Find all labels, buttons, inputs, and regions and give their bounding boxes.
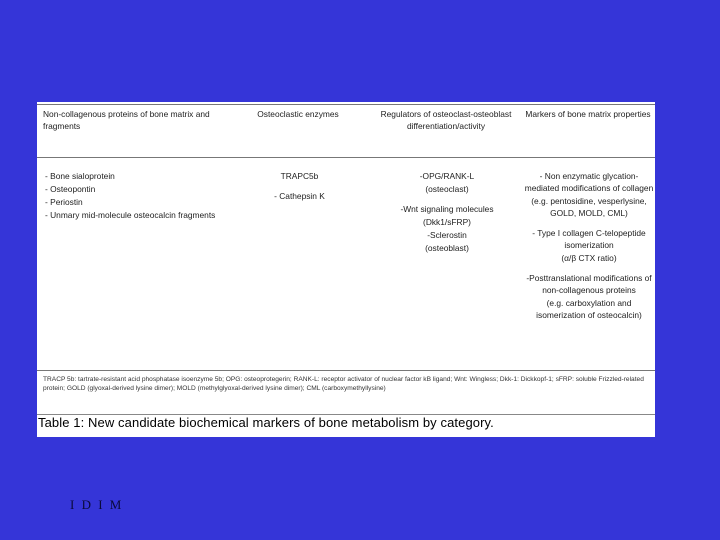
list-item: - Non enzymatic glycation-mediated modifications of collagen bbox=[524, 171, 654, 193]
header-osteoclastic-enzymes: Osteoclastic enzymes bbox=[257, 109, 339, 119]
list-item: TRAPC5b bbox=[280, 171, 319, 181]
column-noncollagenous bbox=[45, 170, 245, 222]
header-regulators: Regulators of osteoclast-osteoblast differentiation/activity bbox=[380, 109, 512, 131]
table-top-rule bbox=[37, 104, 655, 105]
list-item: (osteoblast) bbox=[425, 243, 469, 253]
list-item: - Cathepsin K bbox=[274, 191, 325, 201]
list-item: (osteoclast) bbox=[425, 184, 469, 194]
list-item: - Periostin bbox=[45, 197, 83, 207]
list-item: -OPG/RANK-L bbox=[419, 171, 475, 181]
list-item: - Osteopontin bbox=[45, 184, 96, 194]
column-matrix-properties bbox=[523, 170, 655, 322]
list-item: (e.g. pentosidine, vesperlysine, GOLD, MOLD, CML) bbox=[531, 196, 647, 218]
list-item: -Posttranslational modifications of non-collagenous proteins bbox=[526, 273, 652, 295]
table-footer-rule bbox=[37, 370, 655, 371]
list-item: (Dkk1/sFRP) bbox=[423, 217, 471, 227]
header-matrix-properties: Markers of bone matrix properties bbox=[525, 109, 651, 119]
table-header-rule bbox=[37, 157, 655, 158]
header-noncollagenous: Non-collagenous proteins of bone matrix and fragments bbox=[43, 109, 210, 131]
column-regulators bbox=[371, 170, 523, 255]
list-item: - Type I collagen C-telopeptide isomerization bbox=[532, 228, 646, 250]
list-item: -Sclerostin bbox=[427, 230, 467, 240]
table-footnote: TRACP 5b: tartrate-resistant acid phosphatase isoenzyme 5b; OPG: osteoprotegerin; RANK-L: receptor activator of nuclear factor kB ligand; Wnt: Wingless; Dkk-1: Dickkopf-1; sFRP: soluble Frizzled-related protein; GOLD (glyoxal-derived lysine dimer); MOLD (methylglyoxal-derived lysine dimer); CML (carboxymethyllysine) bbox=[43, 376, 644, 392]
list-item: -Wnt signaling molecules bbox=[400, 204, 494, 214]
list-item: (e.g. carboxylation and isomerization of osteocalcin) bbox=[536, 298, 642, 320]
table-card bbox=[37, 102, 655, 437]
list-item: (α/β CTX ratio) bbox=[561, 253, 617, 263]
logo-text: I D I M bbox=[70, 497, 124, 512]
table-caption: Table 1: New candidate biochemical markers of bone metabolism by category. bbox=[38, 415, 494, 430]
list-item: - Bone sialoprotein bbox=[45, 171, 115, 181]
marker-table bbox=[37, 102, 655, 415]
list-item: - Unmary mid-molecule osteocalcin fragments bbox=[45, 210, 216, 220]
column-enzymes bbox=[247, 170, 352, 203]
